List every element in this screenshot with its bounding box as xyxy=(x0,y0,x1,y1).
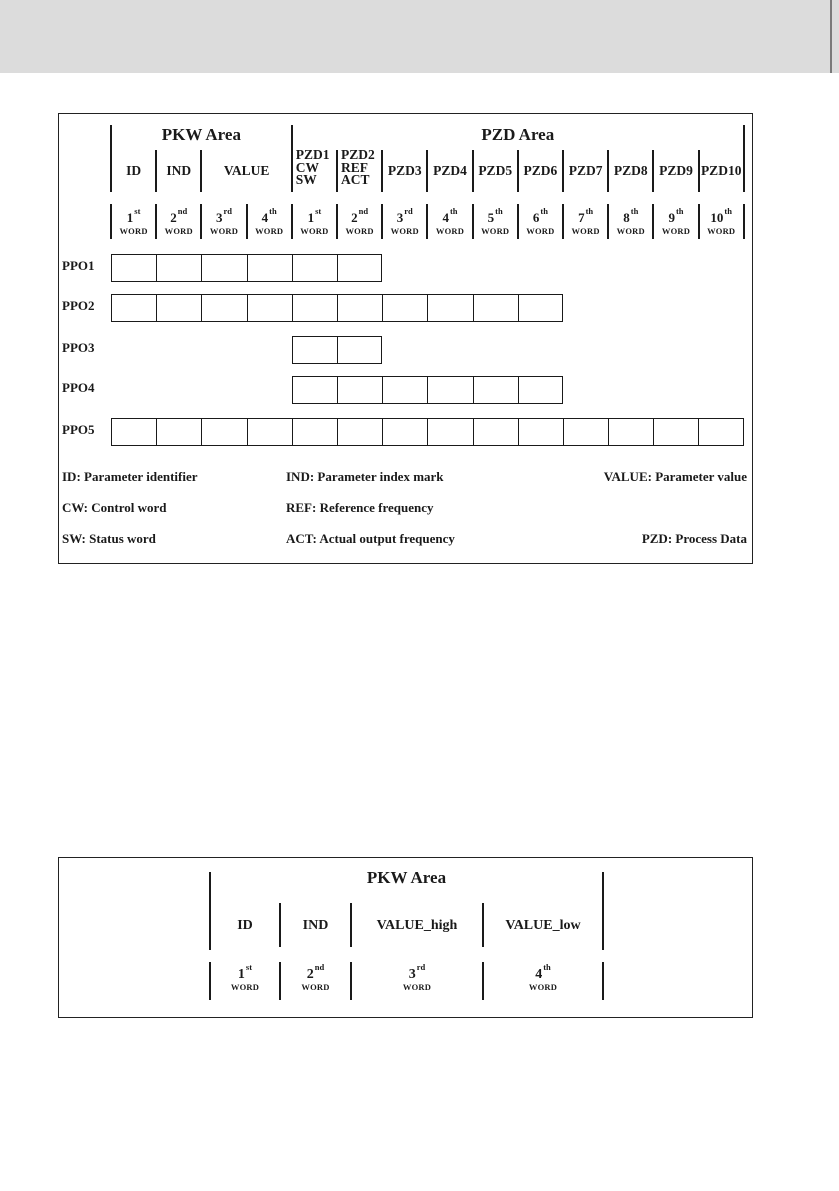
column-divider xyxy=(652,150,654,192)
column-label: IND xyxy=(166,163,192,178)
word-ordinal-suffix: th xyxy=(495,206,503,216)
word-number: 1 xyxy=(126,210,134,225)
column-divider xyxy=(279,903,281,947)
ppo-word-cell xyxy=(248,255,293,281)
ppo-row xyxy=(292,376,563,404)
word-ordinal-suffix: th xyxy=(449,206,458,216)
ppo-word-cell xyxy=(654,419,699,445)
word-index xyxy=(427,206,472,236)
ppo-word-cell xyxy=(338,419,383,445)
word-unit: WORD xyxy=(255,226,284,236)
ppo-word-cell xyxy=(383,377,428,403)
word-number: 5 xyxy=(487,210,495,225)
word-ordinal-suffix: th xyxy=(540,206,548,216)
word-index xyxy=(518,206,563,236)
word-index xyxy=(337,206,382,236)
word-number: 4 xyxy=(535,967,543,982)
word-number: 4 xyxy=(442,210,449,225)
ppo-word-cell xyxy=(519,419,564,445)
column-divider xyxy=(200,150,202,192)
word-index xyxy=(201,206,246,236)
word-unit: WORD xyxy=(301,982,330,992)
word-unit: WORD xyxy=(345,226,374,236)
column-label: ID xyxy=(126,163,142,178)
column-divider xyxy=(426,150,428,192)
word-unit: WORD xyxy=(119,226,148,236)
ppo-word-cell xyxy=(202,255,247,281)
word-index xyxy=(247,206,292,236)
column-divider xyxy=(336,150,338,192)
word-divider xyxy=(426,204,428,239)
legend-entry: REF: Reference frequency xyxy=(286,500,434,515)
word-ordinal-suffix: th xyxy=(585,206,594,216)
ppo-row xyxy=(111,254,382,282)
word-number: 7 xyxy=(578,210,585,225)
ppo-word-cell xyxy=(338,255,383,281)
column-divider xyxy=(350,903,352,947)
column-label: PZD7 xyxy=(568,163,603,178)
word-index xyxy=(563,206,608,236)
word-number: 4 xyxy=(261,210,269,225)
word-unit: WORD xyxy=(661,226,691,236)
pkw-area-diagram xyxy=(58,857,753,1018)
column-divider xyxy=(155,150,157,192)
word-divider xyxy=(200,204,202,239)
header-edge-mark xyxy=(830,0,832,73)
column-label: PZD8 xyxy=(613,163,648,178)
column-label: PZD1 CW SW xyxy=(295,147,330,187)
legend-entry: SW: Status word xyxy=(62,531,156,546)
word-ordinal-suffix: rd xyxy=(416,962,426,972)
word-ordinal-suffix: rd xyxy=(223,206,232,216)
word-number: 1 xyxy=(237,967,245,982)
ppo-word-cell xyxy=(428,295,473,321)
column-label: PZD6 xyxy=(523,163,558,178)
ppo-word-cell xyxy=(609,419,654,445)
ppo-word-cell xyxy=(564,419,609,445)
word-ordinal-suffix: th xyxy=(269,206,277,216)
ppo-word-cell xyxy=(112,255,157,281)
ppo-word-cell xyxy=(293,255,338,281)
word-index xyxy=(280,962,351,992)
word-divider xyxy=(246,204,248,239)
word-ordinal-suffix: th xyxy=(724,206,732,216)
column-divider xyxy=(607,150,609,192)
word-number: 2 xyxy=(306,967,314,982)
column-label: ID xyxy=(237,918,253,933)
word-unit: WORD xyxy=(390,226,419,236)
word-ordinal-suffix: st xyxy=(134,206,141,216)
word-index xyxy=(351,962,483,992)
column-divider xyxy=(381,150,383,192)
ppo-row xyxy=(111,294,563,322)
word-ordinal-suffix: nd xyxy=(314,962,325,972)
legend-entry: ACT: Actual output frequency xyxy=(286,531,455,546)
page-header-band xyxy=(0,0,839,73)
pkw-area-title: PKW Area xyxy=(366,868,447,887)
column-label: VALUE_low xyxy=(505,918,581,933)
ppo-word-cell xyxy=(157,295,202,321)
word-number: 8 xyxy=(623,210,630,225)
word-number: 6 xyxy=(532,210,540,225)
word-divider xyxy=(209,962,211,1000)
word-index xyxy=(473,206,518,236)
word-unit: WORD xyxy=(435,226,465,236)
word-index xyxy=(699,206,744,236)
word-unit: WORD xyxy=(571,226,600,236)
column-divider xyxy=(562,150,564,192)
word-number: 10 xyxy=(710,210,724,225)
word-ordinal-suffix: rd xyxy=(404,206,413,216)
ppo-word-cell xyxy=(338,337,382,363)
column-label: PZD4 xyxy=(433,163,467,178)
ppo-label: PPO5 xyxy=(62,422,95,437)
word-index xyxy=(483,962,603,992)
word-divider xyxy=(472,204,474,239)
word-ordinal-suffix: nd xyxy=(177,206,188,216)
legend-entry: PZD: Process Data xyxy=(641,531,747,546)
word-divider xyxy=(698,204,700,239)
column-label: PZD10 xyxy=(700,163,742,178)
legend-entry: IND: Parameter index mark xyxy=(286,469,444,484)
word-number: 3 xyxy=(408,967,416,982)
word-divider xyxy=(110,204,112,239)
word-divider xyxy=(350,962,352,1000)
ppo-word-cell xyxy=(248,295,293,321)
ppo-word-cell xyxy=(383,419,428,445)
word-unit: WORD xyxy=(481,226,510,236)
ppo-word-cell xyxy=(383,295,428,321)
column-label: PZD5 xyxy=(478,163,513,178)
ppo-word-cell xyxy=(202,295,247,321)
word-divider xyxy=(155,204,157,239)
word-index xyxy=(608,206,653,236)
word-unit: WORD xyxy=(209,226,239,236)
ppo-word-cell xyxy=(293,419,338,445)
word-divider xyxy=(279,962,281,1000)
word-divider xyxy=(291,204,293,239)
word-ordinal-suffix: th xyxy=(543,962,551,972)
ppo-word-cell xyxy=(428,377,473,403)
column-label: VALUE_high xyxy=(376,918,458,933)
word-unit: WORD xyxy=(707,226,736,236)
word-divider xyxy=(602,962,604,1000)
ppo-label: PPO4 xyxy=(62,380,95,395)
column-divider xyxy=(517,150,519,192)
word-unit: WORD xyxy=(164,226,193,236)
ppo-row xyxy=(111,418,744,446)
ppo-word-cell xyxy=(519,295,564,321)
word-divider xyxy=(562,204,564,239)
word-ordinal-suffix: th xyxy=(675,206,684,216)
ppo-label: PPO3 xyxy=(62,340,95,355)
column-divider xyxy=(698,150,700,192)
ppo-word-cell xyxy=(248,419,293,445)
word-number: 3 xyxy=(215,210,223,225)
column-divider xyxy=(743,125,745,192)
ppo-word-cell xyxy=(293,295,338,321)
ppo-structure-diagram xyxy=(58,113,753,564)
word-number: 2 xyxy=(351,210,358,225)
column-divider xyxy=(110,125,112,192)
column-divider xyxy=(209,872,211,950)
column-label: PZD3 xyxy=(387,163,422,178)
word-ordinal-suffix: st xyxy=(245,962,253,972)
ppo-word-cell xyxy=(293,377,338,403)
word-unit: WORD xyxy=(616,226,645,236)
legend-entry: ID: Parameter identifier xyxy=(62,469,198,484)
ppo-word-cell xyxy=(112,295,157,321)
pkw-area-title: PKW Area xyxy=(161,125,241,144)
word-ordinal-suffix: th xyxy=(630,206,639,216)
word-index xyxy=(382,206,427,236)
column-divider xyxy=(602,872,604,950)
word-unit: WORD xyxy=(528,982,558,992)
legend-entry: VALUE: Parameter value xyxy=(603,469,747,484)
word-unit: WORD xyxy=(402,982,432,992)
ppo-word-cell xyxy=(519,377,564,403)
ppo-word-cell xyxy=(428,419,473,445)
ppo-word-cell xyxy=(699,419,744,445)
column-label: PZD9 xyxy=(659,163,693,178)
ppo-word-cell xyxy=(293,337,338,363)
word-divider xyxy=(743,204,745,239)
word-divider xyxy=(517,204,519,239)
column-label: IND xyxy=(302,918,329,933)
word-unit: WORD xyxy=(526,226,555,236)
word-unit: WORD xyxy=(300,226,329,236)
word-index xyxy=(653,206,698,236)
ppo-word-cell xyxy=(474,377,519,403)
ppo-word-cell xyxy=(474,295,519,321)
word-number: 3 xyxy=(396,210,404,225)
word-index xyxy=(210,962,280,992)
ppo-word-cell xyxy=(202,419,247,445)
legend-entry: CW: Control word xyxy=(62,500,167,515)
word-divider xyxy=(652,204,654,239)
word-ordinal-suffix: nd xyxy=(358,206,369,216)
ppo-word-cell xyxy=(157,419,202,445)
pzd-area-title: PZD Area xyxy=(481,125,555,144)
ppo-word-cell xyxy=(474,419,519,445)
column-label: PZD2 REF ACT xyxy=(341,147,375,187)
column-divider xyxy=(482,903,484,947)
word-number: 2 xyxy=(170,210,177,225)
ppo-word-cell xyxy=(338,295,383,321)
word-unit: WORD xyxy=(230,982,260,992)
word-index xyxy=(111,206,156,236)
word-divider xyxy=(482,962,484,1000)
word-divider xyxy=(607,204,609,239)
column-divider xyxy=(472,150,474,192)
word-number: 9 xyxy=(668,210,675,225)
ppo-word-cell xyxy=(112,419,157,445)
column-divider xyxy=(291,125,293,192)
column-label: VALUE xyxy=(223,163,270,178)
word-index xyxy=(156,206,201,236)
word-ordinal-suffix: st xyxy=(315,206,322,216)
ppo-word-cell xyxy=(157,255,202,281)
ppo-label: PPO1 xyxy=(62,258,95,273)
ppo-label: PPO2 xyxy=(62,298,95,313)
word-divider xyxy=(336,204,338,239)
word-divider xyxy=(381,204,383,239)
ppo-word-cell xyxy=(338,377,383,403)
word-index xyxy=(292,206,337,236)
ppo-row xyxy=(292,336,382,364)
word-number: 1 xyxy=(307,210,315,225)
